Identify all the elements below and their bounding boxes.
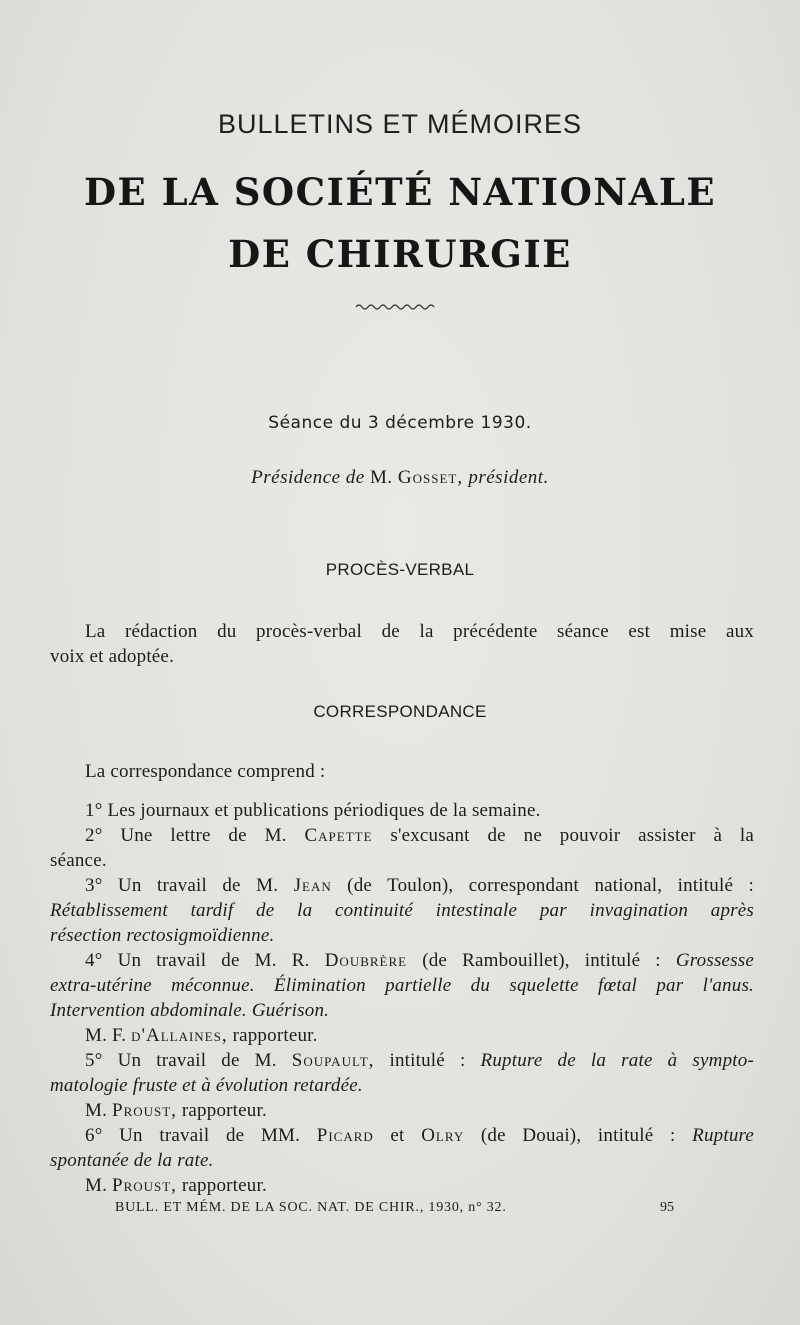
presidence-prefix: Présidence de bbox=[251, 467, 365, 488]
proces-verbal-text-line1: La rédaction du procès-verbal de la précédente séance est mise aux bbox=[85, 621, 754, 642]
rapporteur1-name: d'Allaines, bbox=[131, 1025, 228, 1046]
presidence-suffix: président. bbox=[468, 467, 549, 488]
item6-title-start: Rupture bbox=[692, 1125, 755, 1146]
item2-text-c: séance. bbox=[50, 850, 107, 871]
correspondance-heading: CORRESPONDANCE bbox=[313, 702, 487, 721]
footer-citation: BULL. ET MÉM. DE LA SOC. NAT. DE CHIR., 1930, n° 32. bbox=[115, 1200, 507, 1215]
item5-name: Soupault, bbox=[291, 1050, 375, 1071]
item4-title-start: Grossesse bbox=[675, 950, 755, 971]
rapporteur-2 bbox=[50, 1099, 754, 1124]
wavy-ornament-icon bbox=[354, 300, 438, 314]
rapporteur-1 bbox=[50, 1024, 754, 1049]
item3-name: Jean bbox=[293, 875, 332, 896]
header-chirurgie-title: DE CHIRURGIE bbox=[228, 232, 572, 276]
header-societe-title: DE LA SOCIÉTÉ NATIONALE bbox=[83, 170, 717, 214]
correspondance-item-3 bbox=[50, 874, 754, 899]
item4-text-a: 4° Un travail de M. R. bbox=[85, 950, 310, 971]
item6-name-1: Picard bbox=[316, 1125, 374, 1146]
rapporteur1-text-a: M. F. bbox=[85, 1025, 127, 1046]
item6-title-line2: spontanée de la rate. bbox=[50, 1150, 214, 1171]
item4-text-b: (de Rambouillet), intitulé : bbox=[422, 950, 661, 971]
presidence-line bbox=[0, 467, 800, 489]
header-bulletins-title: BULLETINS ET MÉMOIRES bbox=[217, 109, 583, 139]
correspondance-item-4 bbox=[50, 949, 754, 974]
item6-text-b: (de Douai), intitulé : bbox=[480, 1125, 676, 1146]
item5-text-a: 5° Un travail de M. bbox=[85, 1050, 277, 1071]
seance-date: Séance du 3 décembre 1930. bbox=[268, 413, 532, 433]
president-name: Gosset, bbox=[397, 467, 464, 488]
rapporteur3-text-b: rapporteur. bbox=[181, 1175, 267, 1196]
proces-verbal-text-line2: voix et adoptée. bbox=[50, 646, 175, 667]
item3-title-line2: résection rectosigmoïdienne. bbox=[50, 925, 275, 946]
correspondance-item-2 bbox=[50, 824, 754, 849]
item4-name: Doubrère bbox=[324, 950, 408, 971]
correspondance-item-6 bbox=[50, 1124, 754, 1149]
item4-title-line2: extra-utérine méconnue. Élimination partielle du squelette fœtal par l'anus. bbox=[50, 975, 754, 996]
item3-text-a: 3° Un travail de M. bbox=[85, 875, 279, 896]
item6-name-2: Olry bbox=[421, 1125, 465, 1146]
rapporteur2-text-b: rapporteur. bbox=[181, 1100, 267, 1121]
item2-text-b: s'excusant de ne pouvoir assister à la bbox=[390, 825, 755, 846]
footer-page-number: 95 bbox=[660, 1200, 674, 1215]
correspondance-intro: La correspondance comprend : bbox=[85, 761, 326, 782]
presidence-monsieur: M. bbox=[370, 467, 393, 488]
rapporteur3-text-a: M. bbox=[85, 1175, 108, 1196]
proces-verbal-heading: PROCÈS-VERBAL bbox=[325, 560, 475, 579]
item5-title-start: Rupture de la rate à sympto- bbox=[480, 1050, 754, 1071]
item4-title-line3: Intervention abdominale. Guérison. bbox=[50, 1000, 330, 1021]
rapporteur3-name: Proust, bbox=[112, 1175, 177, 1196]
rapporteur1-text-b: rapporteur. bbox=[232, 1025, 318, 1046]
correspondance-item-5 bbox=[50, 1049, 754, 1074]
rapporteur2-name: Proust, bbox=[112, 1100, 177, 1121]
item3-text-b: (de Toulon), correspondant national, intitulé : bbox=[347, 875, 754, 896]
item6-text-a: 6° Un travail de MM. bbox=[85, 1125, 301, 1146]
correspondance-item-1: 1° Les journaux et publications périodiques de la semaine. bbox=[85, 800, 541, 821]
item6-et: et bbox=[390, 1125, 405, 1146]
item5-title-line2: matologie fruste et à évolution retardée. bbox=[50, 1075, 363, 1096]
rapporteur2-text-a: M. bbox=[85, 1100, 108, 1121]
item5-text-b: intitulé : bbox=[389, 1050, 466, 1071]
rapporteur-3 bbox=[50, 1174, 754, 1199]
item2-name: Capette bbox=[304, 825, 373, 846]
item3-title-line1: Rétablissement tardif de la continuité intestinale par invagination après bbox=[50, 900, 754, 921]
item2-text-a: 2° Une lettre de M. bbox=[85, 825, 287, 846]
